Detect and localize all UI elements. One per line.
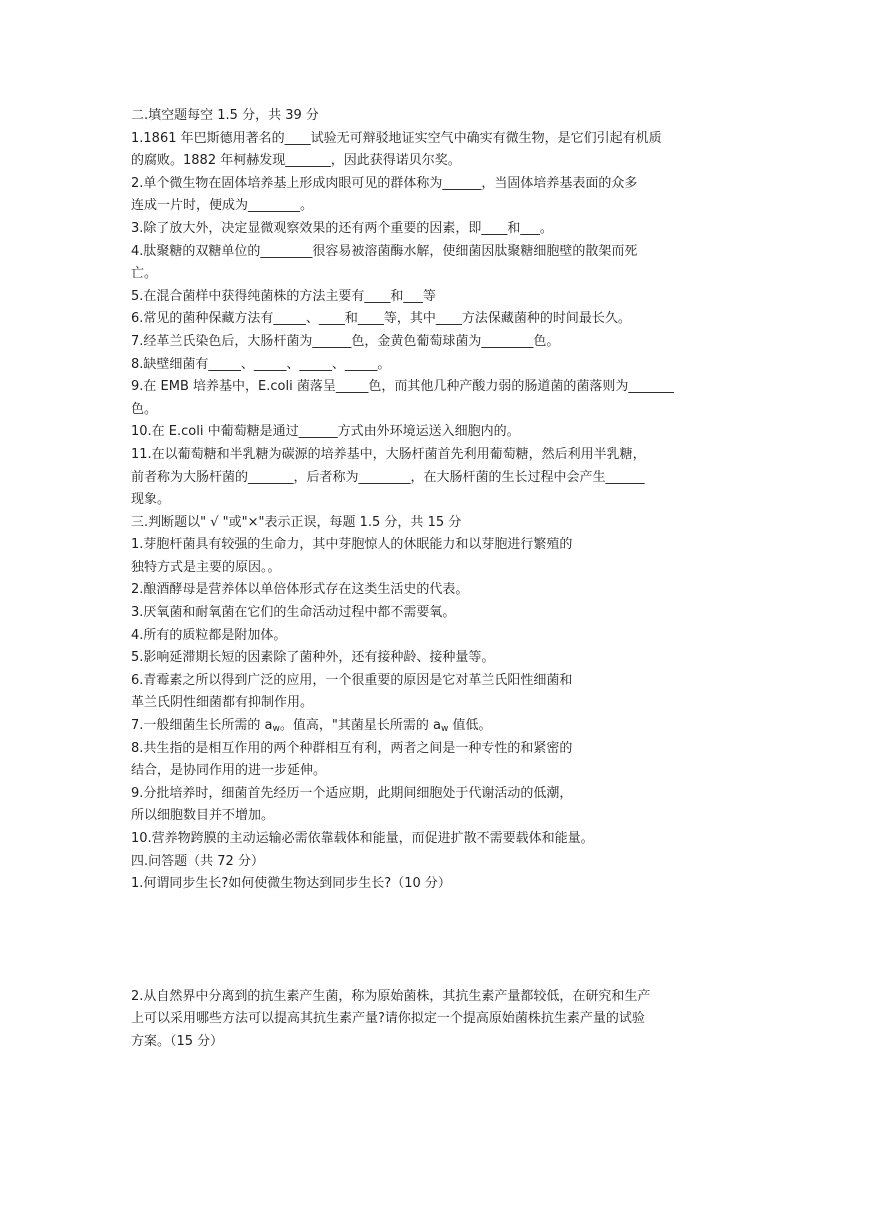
judge-q3: 3.厌氧菌和耐氧菌在它们的生命活动过程中都不需要氧。 [131, 605, 456, 621]
fill-q1-line2: 的腐败。1882 年柯赫发现_______，因此获得诺贝尔奖。 [131, 153, 461, 169]
fill-q4-line2: 亡。 [131, 266, 158, 282]
judge-q8-line1: 8.共生指的是相互作用的两个种群相互有利，两者之间是一种专性的和紧密的 [131, 740, 573, 756]
judge-q6-line2: 革兰氏阴性细菌都有抑制作用。 [131, 695, 314, 711]
qa-q2-line3: 方案。（15 分） [131, 1033, 224, 1049]
judge-q5: 5.影响延滞期长短的因素除了菌种外，还有接种龄、接种量等。 [131, 650, 495, 666]
judge-q7 [131, 715, 743, 738]
document-page [131, 105, 743, 1054]
fill-q9-line1: 9.在 EMB 培养基中，E.coli 菌落呈_____色，而其他几种产酸力弱的肠道菌的菌落则为_______ [131, 379, 674, 395]
fill-q8: 8.缺壁细菌有_____、_____、_____、_____。 [131, 356, 391, 372]
fill-q6: 6.常见的菌种保藏方法有_____、____和____等，其中____方法保藏菌种的时间最长久。 [131, 311, 631, 327]
fill-q4-line1: 4.肽聚糖的双糖单位的________很容易被溶菌酶水解，使细菌因肽聚糖细胞壁的散架而死 [131, 243, 638, 259]
fill-q2-line1: 2.单个微生物在固体培养基上形成肉眼可见的群体称为______，当固体培养基表面的众多 [131, 175, 638, 191]
judge-q6-line1: 6.青霉素之所以得到广泛的应用，一个很重要的原因是它对革兰氏阳性细菌和 [131, 672, 573, 688]
judge-q7-part-b: 。值高，"其菌星长所需的 a [279, 718, 441, 734]
fill-q5: 5.在混合菌样中获得纯菌株的方法主要有____和___等 [131, 288, 436, 304]
judge-q2: 2.酿酒酵母是营养体以单倍体形式存在这类生活史的代表。 [131, 582, 469, 598]
qa-section-heading: 四.问答题（共 72 分） [131, 853, 264, 869]
qa-q2-line1: 2.从自然界中分离到的抗生素产生菌，称为原始菌株，其抗生素产量都较低，在研究和生产 [131, 988, 651, 1004]
judge-q7-part-c: 值低。 [448, 718, 492, 734]
qa-q2-line2: 上可以采用哪些方法可以提高其抗生素产量?请你拟定一个提高原始菌株抗生素产量的试验 [131, 1011, 645, 1027]
judge-q7-sub-w1: w [272, 724, 280, 735]
fill-q11-line1: 11.在以葡萄糖和半乳糖为碳源的培养基中，大肠杆菌首先利用葡萄糖，然后利用半乳糖， [131, 446, 646, 462]
fill-q11-line3: 现象。 [131, 492, 171, 508]
fill-q7: 7.经革兰氏染色后，大肠杆菌为______色，金黄色葡萄球菌为________色。 [131, 333, 560, 349]
judge-q7-sub-w2: w [440, 724, 449, 735]
fill-q10: 10.在 E.coli 中葡萄糖是通过______方式由外环境运送入细胞内的。 [131, 424, 520, 440]
judge-q9-line2: 所以细胞数目并不增加。 [131, 808, 275, 824]
judge-q4: 4.所有的质粒都是附加体。 [131, 627, 287, 643]
fill-q11-line2: 前者称为大肠杆菌的_______，后者称为________，在大肠杆菌的生长过程中会产生______ [131, 469, 645, 485]
judge-q1-line2: 独特方式是主要的原因。。 [131, 559, 281, 575]
judge-q7-part-a: 7.一般细菌生长所需的 a [131, 718, 273, 734]
fill-section-heading: 二.填空题每空 1.5 分，共 39 分 [131, 108, 319, 123]
answer-space [131, 896, 743, 986]
judge-q8-line2: 结合，是协同作用的进一步延伸。 [131, 763, 327, 779]
fill-q3: 3.除了放大外，决定显微观察效果的还有两个重要的因素，即____和___。 [131, 220, 553, 236]
fill-q9-line2: 色。 [131, 401, 158, 417]
judge-q9-line1: 9.分批培养时，细菌首先经历一个适应期，此期间细胞处于代谢活动的低潮， [131, 785, 573, 801]
fill-q1-line1: 1.1861 年巴斯德用著名的____试验无可辩驳地证实空气中确实有微生物，是它们引起有机质 [131, 130, 662, 146]
fill-q2-line2: 连成一片时，便成为________。 [131, 198, 314, 214]
qa-q1: 1.何谓同步生长?如何使微生物达到同步生长?（10 分） [131, 876, 451, 892]
judge-q10: 10.营养物跨膜的主动运输必需依靠载体和能量，而促进扩散不需要载体和能量。 [131, 831, 594, 846]
judge-q1-line1: 1.芽胞杆菌具有较强的生命力，其中芽胞惊人的休眠能力和以芽胞进行繁殖的 [131, 537, 573, 553]
judge-section-heading: 三.判断题以" √ "或"×"表示正误，每题 1.5 分，共 15 分 [131, 514, 462, 530]
